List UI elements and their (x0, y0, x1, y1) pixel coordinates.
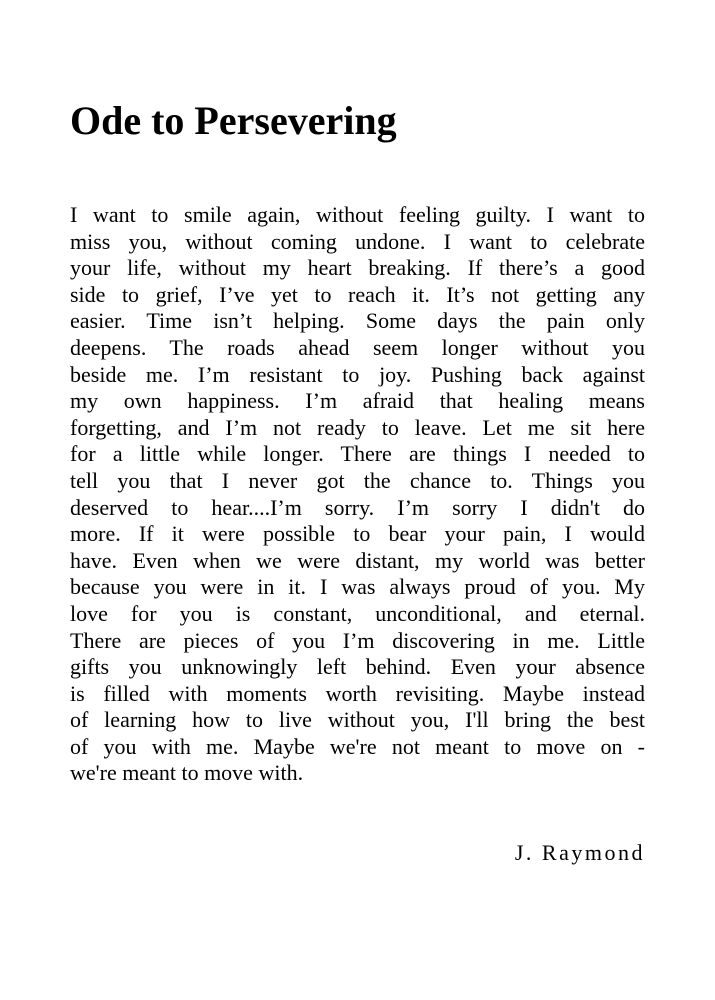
poem-line: easier. Time isn’t helping. Some days the pain only (70, 308, 645, 334)
poem-line: have. Even when we were distant, my world was better (70, 547, 645, 573)
poem-line: miss you, without coming undone. I want to celebrate (70, 228, 645, 254)
poem-line: of you with me. Maybe we're not meant to move on - (70, 733, 645, 759)
poem-title: Ode to Persevering (70, 98, 397, 143)
poem-attribution: J. Raymond (514, 840, 645, 866)
poem-line: for a little while longer. There are things I needed to (70, 441, 645, 467)
poem-line: is filled with moments worth revisiting. Maybe instead (70, 680, 645, 706)
poem-line: of learning how to live without you, I'll bring the best (70, 707, 645, 733)
poem-body (70, 202, 645, 787)
poem-line: There are pieces of you I’m discovering in me. Little (70, 627, 645, 653)
poem-line: side to grief, I’ve yet to reach it. It’s not getting any (70, 281, 645, 307)
poem-line: gifts you unknowingly left behind. Even your absence (70, 654, 645, 680)
poem-line: deserved to hear....I’m sorry. I’m sorry I didn't do (70, 494, 645, 520)
poem-line: because you were in it. I was always proud of you. My (70, 574, 645, 600)
poem-line: we're meant to move with. (70, 760, 304, 786)
poem-line: your life, without my heart breaking. If there’s a good (70, 255, 645, 281)
poem-line: forgetting, and I’m not ready to leave. Let me sit here (70, 414, 645, 440)
poem-line: my own happiness. I’m afraid that healing means (70, 388, 645, 414)
poem-line: more. If it were possible to bear your pain, I would (70, 521, 645, 547)
poem-line: deepens. The roads ahead seem longer without you (70, 334, 645, 360)
poem-line: I want to smile again, without feeling guilty. I want to (70, 202, 645, 227)
poem-line: tell you that I never got the chance to. Things you (70, 467, 645, 493)
poem-line: beside me. I’m resistant to joy. Pushing back against (70, 361, 645, 387)
poem-line: love for you is constant, unconditional, and eternal. (70, 600, 645, 626)
